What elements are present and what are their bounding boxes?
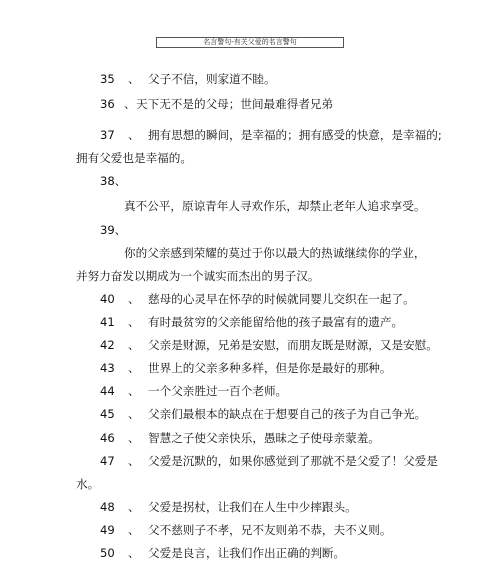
list-item [100,222,126,238]
page-header [156,37,344,48]
list-item [100,291,415,307]
item-number: 44 [100,384,115,398]
item-separator: 、 [128,454,140,468]
item-number: 46 [100,431,115,445]
list-item [100,173,126,189]
list-item-continuation: 水。 [76,477,100,491]
item-text: 父爱是沉默的，如果你感觉到了那就不是父爱了！父爱是 [148,454,438,468]
item-text: 父亲们最根本的缺点在于想要自己的孩子为自己争光。 [148,407,427,421]
item-number: 39 [100,223,115,237]
item-text: 慈母的心灵早在怀孕的时候就同婴儿交织在一起了。 [148,292,415,306]
item-number: 38 [100,174,115,188]
item-separator: 、 [128,292,140,306]
item-number: 48 [100,500,115,514]
item-text: 父爱是拐杖，让我们在人生中少摔跟头。 [148,500,357,514]
list-item [100,127,442,143]
item-separator: 、 [128,407,140,421]
item-text: 父亲是财源，兄弟是安慰，而朋友既是财源，又是安慰。 [148,338,438,352]
item-separator: 、 [128,431,140,445]
item-separator: 、 [128,72,140,86]
item-number: 47 [100,454,115,468]
item-separator: 、 [128,546,140,560]
list-item [100,383,287,399]
item-number: 45 [100,407,115,421]
item-text: 世界上的父亲多种多样，但是你是最好的那种。 [148,361,392,375]
item-separator: 、 [128,338,140,352]
header-title: 名言警句-有关父爱的名言警句 [203,38,297,46]
list-item [100,314,403,330]
list-item-continuation: 拥有父爱也是幸福的。 [76,151,192,165]
item-number: 35 [100,72,115,86]
item-text: 智慧之子使父亲快乐，愚昧之子使母亲蒙羞。 [148,431,380,445]
item-number: 36 [100,97,115,111]
list-item [100,453,438,469]
item-number: 42 [100,338,115,352]
item-number: 41 [100,315,115,329]
item-number: 37 [100,128,115,142]
item-separator: 、 [114,223,127,237]
list-item-continuation: 并努力奋发以期成为一个诚实而杰出的男子汉。 [76,269,320,283]
list-item [100,360,391,376]
item-separator: 、 [128,523,140,537]
item-separator: 、 [128,384,140,398]
item-text: 父不慈则子不孝，兄不友则弟不恭，夫不义则。 [148,523,392,537]
item-text: 有时最贫穷的父亲能留给他的孩子最富有的遗产。 [148,315,404,329]
list-item [100,337,438,353]
item-separator: 、 [124,97,136,111]
item-separator: 、 [114,174,127,188]
item-number: 43 [100,361,115,375]
list-item [100,522,391,538]
item-separator: 、 [128,361,140,375]
list-item-text-block: 真不公平，原谅青年人寻欢作乐，却禁止老年人追求享受。 [124,199,426,213]
list-item [100,545,345,561]
item-number: 49 [100,523,115,537]
item-separator: 、 [128,128,140,142]
item-text: 天下无不是的父母；世间最难得者兄弟 [136,97,334,111]
list-item [100,96,333,112]
list-item [100,71,276,87]
list-item [100,430,380,446]
item-number: 40 [100,292,115,306]
item-text: 一个父亲胜过一百个老师。 [148,384,288,398]
list-item [100,499,357,515]
item-number: 50 [100,546,115,560]
item-text: 父爱是良言，让我们作出正确的判断。 [148,546,346,560]
list-item-text-block: 你的父亲感到荣耀的莫过于你以最大的热诚继续你的学业， [124,246,426,260]
item-text: 父子不信，则家道不睦。 [148,72,276,86]
list-item [100,406,426,422]
item-text: 拥有思想的瞬间，是幸福的；拥有感受的快意，是幸福的; [148,128,442,142]
item-separator: 、 [128,500,140,514]
item-separator: 、 [128,315,140,329]
